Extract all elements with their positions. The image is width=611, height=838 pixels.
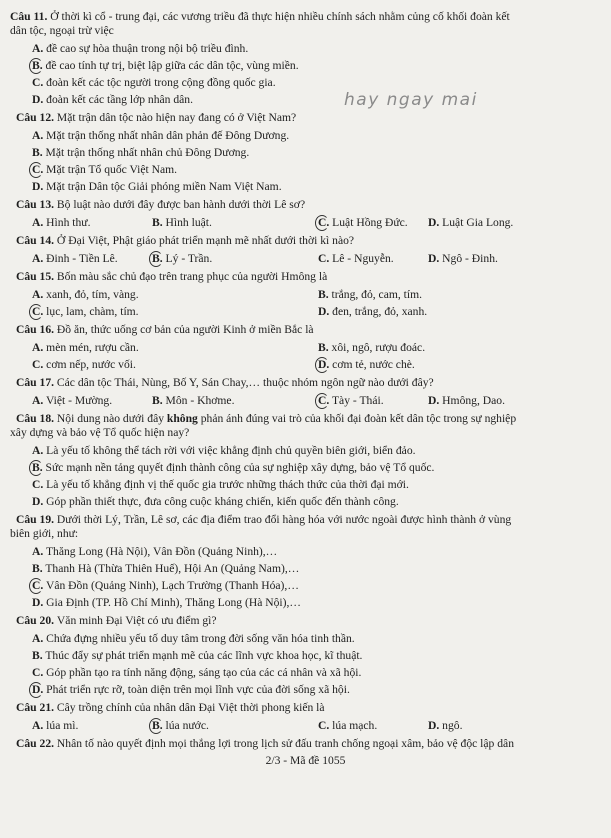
option: B. trắng, đỏ, cam, tím. xyxy=(318,288,423,301)
option-letter: D. xyxy=(428,394,440,407)
question-label: Câu 14. xyxy=(16,234,55,247)
option-letter: B. xyxy=(32,461,43,474)
option-letter: D. xyxy=(428,216,440,229)
question-stem-emphasis: không xyxy=(166,412,198,425)
option: A. Thăng Long (Hà Nội), Vân Đồn (Quảng Ninh),… xyxy=(32,545,278,558)
question-label: Câu 19. xyxy=(16,513,55,526)
option-selected: B. Lý - Trần. xyxy=(152,252,213,265)
question-stem: Mặt trận dân tộc nào hiện nay đang có ở Việt Nam? xyxy=(56,111,297,124)
option: D. Mặt trận Dân tộc Giải phóng miền Nam Việt Nam. xyxy=(32,180,282,193)
option: A. xanh, đỏ, tím, vàng. xyxy=(32,288,139,301)
option-letter: A. xyxy=(32,288,44,301)
question-label: Câu 11. xyxy=(10,10,48,23)
question-label: Câu 13. xyxy=(16,198,55,211)
question-11 xyxy=(10,10,510,24)
option-letter: D. xyxy=(32,180,44,193)
option-letter: D. xyxy=(32,596,44,609)
option: A. Đinh - Tiền Lê. xyxy=(32,252,118,265)
option: B. Thanh Hà (Thừa Thiên Huế), Hội An (Quảng Nam),… xyxy=(32,562,300,575)
question-stem: Cây trồng chính của nhân dân Đại Việt thời phong kiến là xyxy=(56,701,325,714)
option-letter: C. xyxy=(32,666,44,679)
question-stem: Dưới thời Lý, Trần, Lê sơ, các địa điểm trao đổi hàng hóa với nước ngoài được hình thành ở vùng xyxy=(56,513,512,526)
option: C. lúa mạch. xyxy=(318,719,378,732)
option: D. Góp phần thiết thực, đưa công cuộc kháng chiến, kiến quốc đến thành công. xyxy=(32,495,399,508)
question-stem: Ở thời kì cổ - trung đại, các vương triều đã thực hiện nhiều chính sách nhằm củng cố khối đoàn kết xyxy=(50,10,510,23)
option: A. Hình thư. xyxy=(32,216,91,229)
question-stem: Nhân tố nào quyết định mọi thắng lợi trong lịch sử đấu tranh chống ngoại xâm, bảo vệ độc lập dân xyxy=(56,737,514,750)
question-16 xyxy=(16,323,314,337)
option-letter: B. xyxy=(32,59,43,72)
question-stem: Các dân tộc Thái, Nùng, Bố Y, Sán Chay,… thuộc nhóm ngôn ngữ nào dưới đây? xyxy=(56,376,434,389)
option: C. đoàn kết các tộc người trong cộng đồng quốc gia. xyxy=(32,76,276,89)
question-label: Câu 22. xyxy=(16,737,55,750)
question-label: Câu 18. xyxy=(16,412,55,425)
question-stem: Ở Đại Việt, Phật giáo phát triển mạnh mẽ nhất dưới thời kì nào? xyxy=(56,234,355,247)
question-22 xyxy=(16,737,514,751)
option-selected: D. Phát triển rực rỡ, toàn diện trên mọi lĩnh vực của đời sống xã hội. xyxy=(32,683,350,696)
question-label: Câu 17. xyxy=(16,376,55,389)
option-letter: D. xyxy=(32,683,44,696)
option-letter: B. xyxy=(318,288,329,301)
option-letter: D. xyxy=(428,252,440,265)
option-letter: D. xyxy=(428,719,440,732)
option-selected: B. Sức mạnh nền tảng quyết định thành công của sự nghiệp xây dựng, bảo vệ Tổ quốc. xyxy=(32,461,435,474)
option-letter: C. xyxy=(32,305,44,318)
handwritten-note: hay ngay mai xyxy=(344,90,478,110)
option-letter: B. xyxy=(152,252,163,265)
option-selected: C. Mặt trận Tổ quốc Việt Nam. xyxy=(32,163,178,176)
option: B. Mặt trận thống nhất nhân chủ Đông Dương. xyxy=(32,146,250,159)
question-stem-cont: xây dựng và bảo vệ Tổ quốc hiện nay? xyxy=(10,426,190,439)
option: B. Hình luật. xyxy=(152,216,212,229)
option-selected: C. Tày - Thái. xyxy=(318,394,384,407)
question-19 xyxy=(16,513,511,527)
option: A. Là yếu tố không thể tách rời với việc khẳng định chủ quyền biên giới, biển đảo. xyxy=(32,444,416,457)
option-letter: C. xyxy=(32,358,44,371)
question-stem: Đồ ăn, thức uống cơ bản của người Kinh ở miền Bắc là xyxy=(56,323,314,336)
option: D. đen, trắng, đỏ, xanh. xyxy=(318,305,428,318)
option: D. Gia Định (TP. Hồ Chí Minh), Thăng Long (Hà Nội),… xyxy=(32,596,302,609)
option-letter: C. xyxy=(318,394,330,407)
question-18 xyxy=(16,412,516,426)
question-label: Câu 16. xyxy=(16,323,55,336)
option: D. Luật Gia Long. xyxy=(428,216,514,229)
option-letter: A. xyxy=(32,42,44,55)
option-selected: B. lúa nước. xyxy=(152,719,209,732)
option: B. Thúc đẩy sự phát triển mạnh mẽ của các lĩnh vực khoa học, kĩ thuật. xyxy=(32,649,363,662)
question-stem-rest: phản ánh đúng vai trò của khối đại đoàn kết dân tộc trong sự nghiệp xyxy=(197,412,517,425)
option-letter: C. xyxy=(32,579,44,592)
option-letter: C. xyxy=(318,719,330,732)
option: C. cơm nếp, nước vối. xyxy=(32,358,136,371)
option: B. xôi, ngô, rượu đoác. xyxy=(318,341,426,354)
option-letter: B. xyxy=(152,719,163,732)
option-letter: B. xyxy=(318,341,329,354)
option: A. mèn mén, rượu cần. xyxy=(32,341,139,354)
option-selected: C. lục, lam, chàm, tím. xyxy=(32,305,139,318)
option: C. Góp phần tạo ra tính năng động, sáng tạo của các cá nhân và xã hội. xyxy=(32,666,362,679)
option-letter: A. xyxy=(32,394,44,407)
option-selected: D. cơm tẻ, nước chè. xyxy=(318,358,415,371)
option: A. Chứa đựng nhiều yếu tố duy tâm trong đời sống văn hóa tinh thần. xyxy=(32,632,355,645)
option-letter: C. xyxy=(318,216,330,229)
question-stem: Bộ luật nào dưới đây được ban hành dưới thời Lê sơ? xyxy=(56,198,306,211)
question-label: Câu 15. xyxy=(16,270,55,283)
option-letter: D. xyxy=(32,495,44,508)
question-label: Câu 20. xyxy=(16,614,55,627)
option-letter: C. xyxy=(32,76,44,89)
option-letter: A. xyxy=(32,545,44,558)
question-stem-cont: dân tộc, ngoại trừ việc xyxy=(10,24,114,37)
option: A. đề cao sự hòa thuận trong nội bộ triều đình. xyxy=(32,42,249,55)
option-letter: B. xyxy=(32,146,43,159)
option: D. Hmông, Dao. xyxy=(428,394,505,407)
option-letter: A. xyxy=(32,444,44,457)
option: A. lúa mì. xyxy=(32,719,79,732)
question-15 xyxy=(16,270,327,284)
question-21 xyxy=(16,701,325,715)
option-letter: C. xyxy=(318,252,330,265)
option-letter: B. xyxy=(32,562,43,575)
question-stem: Bốn màu sắc chủ đạo trên trang phục của người Hmông là xyxy=(56,270,328,283)
option-selected: C. Vân Đồn (Quảng Ninh), Lạch Trường (Thanh Hóa),… xyxy=(32,579,299,592)
question-stem: Nội dung nào dưới đây xyxy=(56,412,167,425)
option-selected: B. đề cao tính tự trị, biệt lập giữa các dân tộc, vùng miền. xyxy=(32,59,299,72)
option-letter: A. xyxy=(32,632,44,645)
option-letter: A. xyxy=(32,341,44,354)
option: D. Ngô - Đinh. xyxy=(428,252,498,265)
question-17 xyxy=(16,376,434,390)
option: D. ngô. xyxy=(428,719,463,732)
option-letter: A. xyxy=(32,129,44,142)
question-label: Câu 12. xyxy=(16,111,55,124)
option-letter: B. xyxy=(32,649,43,662)
question-stem-cont: biên giới, như: xyxy=(10,527,79,540)
option-letter: B. xyxy=(152,216,163,229)
option: A. Mặt trận thống nhất nhân dân phản đế Đông Dương. xyxy=(32,129,290,142)
option: D. đoàn kết các tầng lớp nhân dân. xyxy=(32,93,193,106)
option-letter: D. xyxy=(318,305,330,318)
page-footer: 2/3 - Mã đề 1055 xyxy=(265,754,346,767)
option: C. Lê - Nguyễn. xyxy=(318,252,394,265)
option-letter: A. xyxy=(32,216,44,229)
option: B. Môn - Khơme. xyxy=(152,394,235,407)
question-label: Câu 21. xyxy=(16,701,55,714)
option: A. Việt - Mường. xyxy=(32,394,113,407)
option-letter: A. xyxy=(32,719,44,732)
option: C. Là yếu tố khẳng định vị thế quốc gia trước những thách thức của thời đại mới. xyxy=(32,478,409,491)
option-letter: A. xyxy=(32,252,44,265)
option-selected: C. Luật Hồng Đức. xyxy=(318,216,408,229)
question-12 xyxy=(16,111,296,125)
option-letter: B. xyxy=(152,394,163,407)
question-stem: Văn minh Đại Việt có ưu điểm gì? xyxy=(56,614,217,627)
option-letter: D. xyxy=(318,358,330,371)
option-letter: C. xyxy=(32,163,44,176)
question-13 xyxy=(16,198,305,212)
option-letter: D. xyxy=(32,93,44,106)
question-14 xyxy=(16,234,354,248)
option-letter: C. xyxy=(32,478,44,491)
question-20 xyxy=(16,614,217,628)
